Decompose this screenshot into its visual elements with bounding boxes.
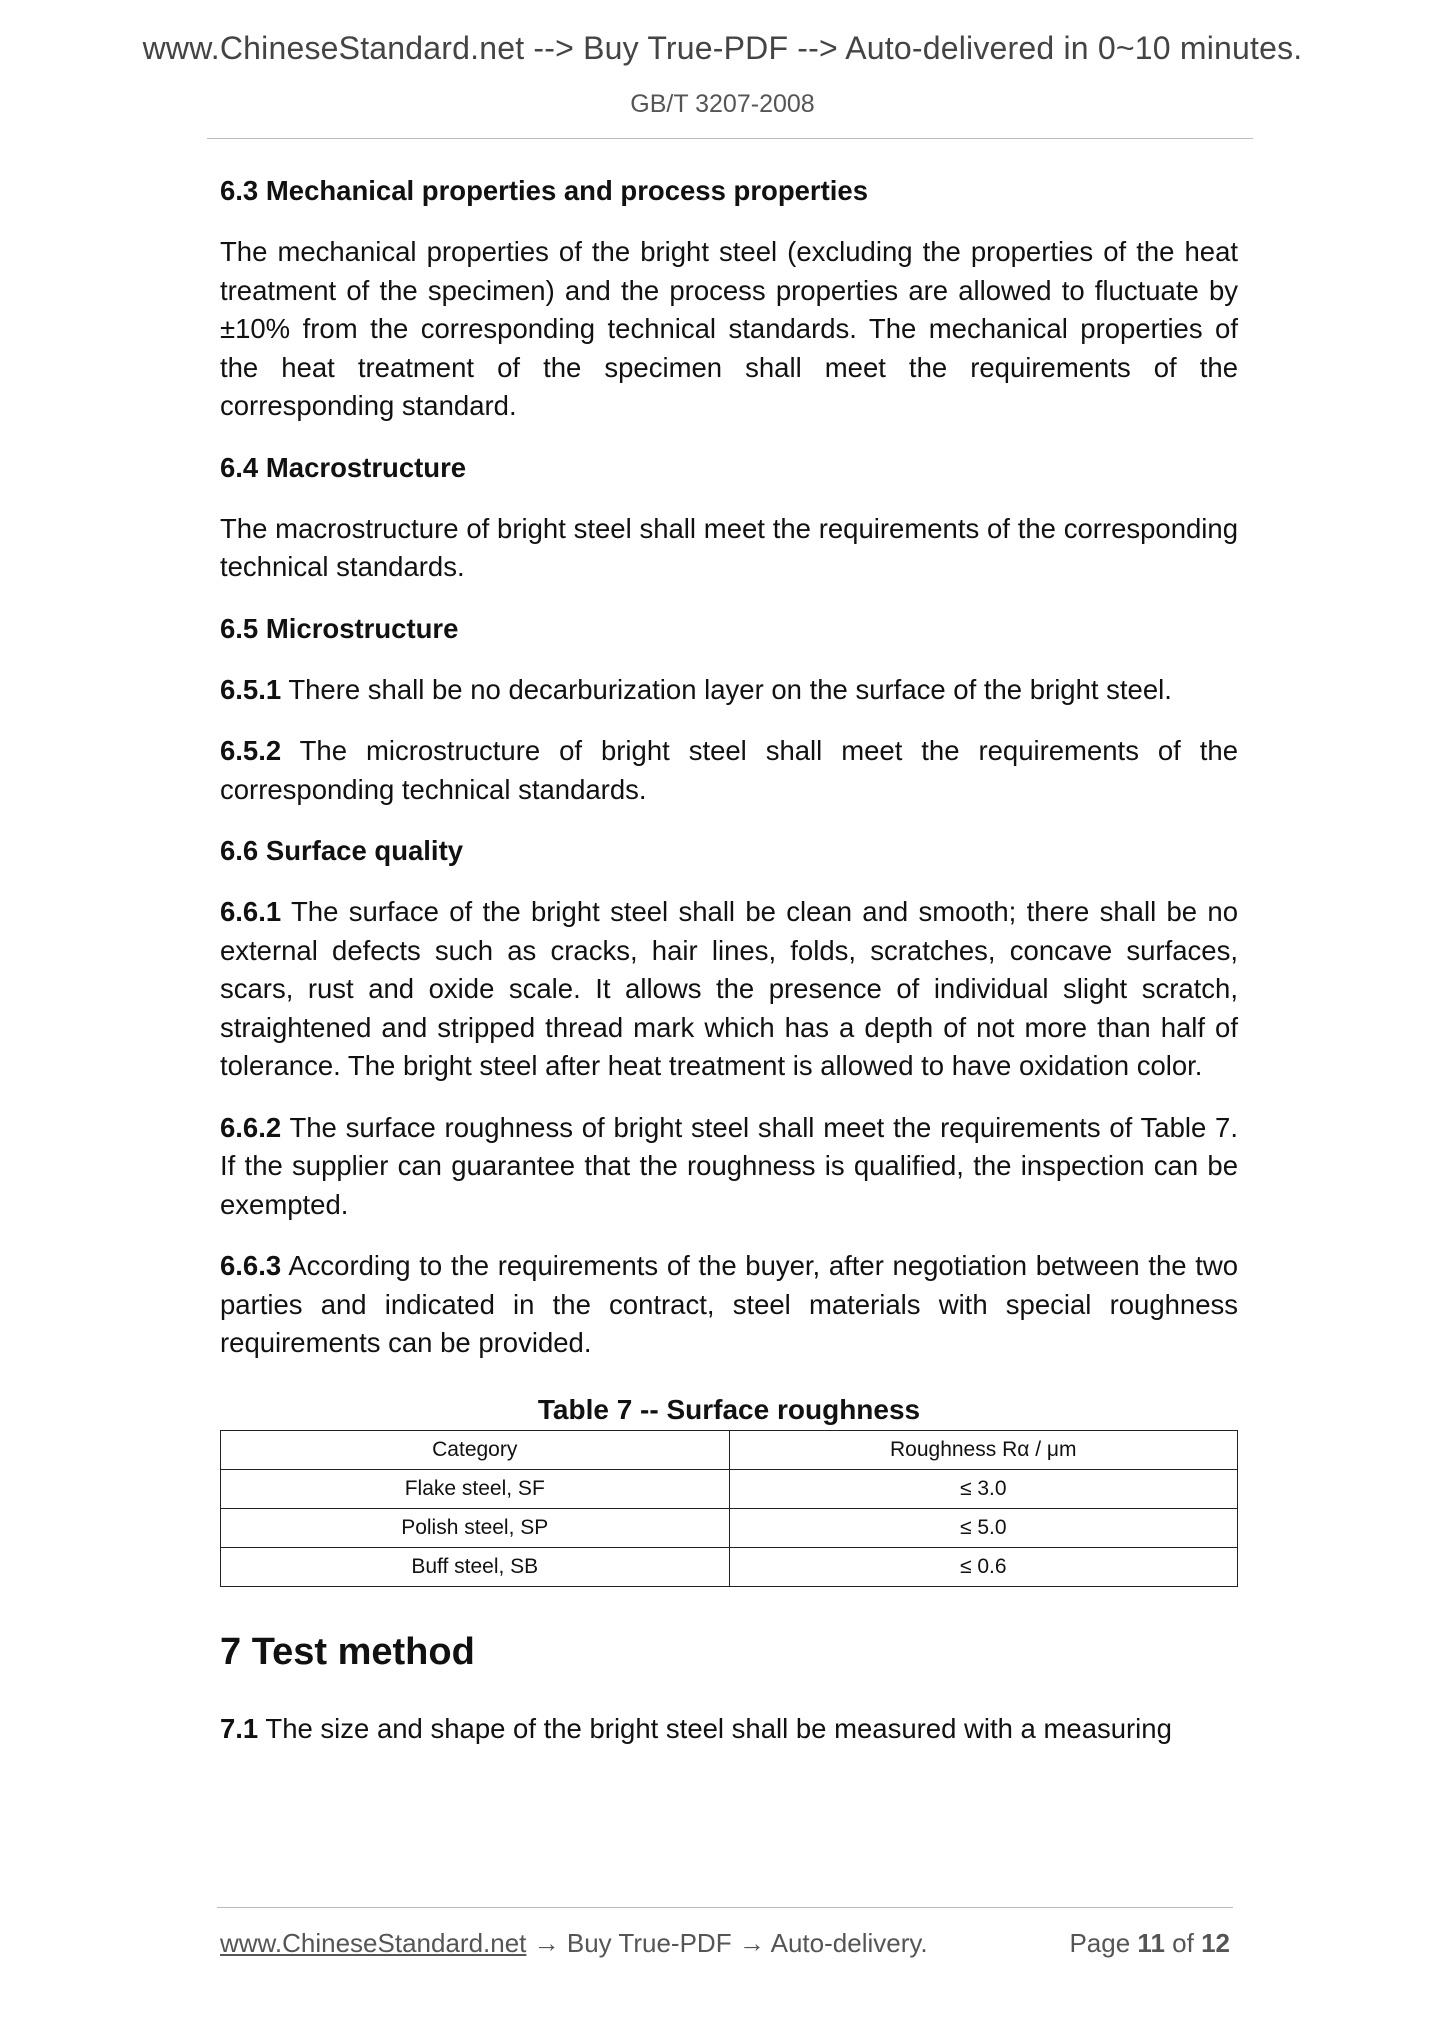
clause-text: The microstructure of bright steel shall meet the requirements of the corresponding technical standards. [220,735,1238,805]
clause-number: 6.5.1 [220,673,282,705]
clause-text: The surface of the bright steel shall be clean and smooth; there shall be no external defects such as cracks, hair lines, folds, scratches, concave surfaces, scars, rust and oxide scale. It allows the presence of individual slight scratch, straightened and stripped thread mark which has a depth of not more than half of tolerance. The bright steel after heat treatment is allowed to have oxidation color. [220,896,1238,1081]
column-header-category: Category [221,1430,730,1469]
paragraph-6-6-2 [220,1109,1238,1225]
header-divider [207,138,1253,139]
arrow-right-icon: → [533,1928,560,1958]
table-cell-roughness: ≤ 3.0 [729,1469,1238,1508]
arrow-right-icon: → [738,1928,765,1958]
heading-7: 7 Test method [220,1630,475,1673]
standard-id: GB/T 3207-2008 [630,90,815,118]
paragraph-6-5-2 [220,732,1238,809]
table-row [221,1469,1238,1508]
clause-number: 6.6.2 [220,1111,282,1143]
surface-roughness-table [220,1430,1238,1587]
table-cell-category: Polish steel, SP [221,1508,730,1547]
clause-text: The surface roughness of bright steel shall meet the requirements of Table 7. If the supplier can guarantee that the roughness is qualified, the inspection can be exempted. [220,1111,1238,1220]
heading-6-5: 6.5 Microstructure [220,612,459,644]
of-label: of [1172,1928,1194,1958]
page-total: 12 [1201,1928,1230,1958]
clause-text: There shall be no decarburization layer on the surface of the bright steel. [288,673,1172,705]
footer-delivery-text: Auto-delivery. [770,1928,928,1958]
table-row [221,1508,1238,1547]
table-7-title: Table 7 -- Surface roughness [537,1393,921,1425]
heading-6-3: 6.3 Mechanical properties and process properties [220,175,869,206]
clause-number: 6.5.2 [220,735,282,766]
footer-site-link[interactable]: www.ChineseStandard.net [220,1928,527,1958]
table-cell-roughness: ≤ 0.6 [729,1547,1238,1586]
paragraph-6-4: The macrostructure of bright steel shall meet the requirements of the corresponding technical standards. [220,512,1238,582]
table-header-row [221,1430,1238,1469]
clause-number: 6.6.1 [220,896,282,927]
paragraph-6-3: The mechanical properties of the bright steel (excluding the properties of the heat treatment of the specimen) and the process properties are allowed to fluctuate by ±10% from the corresponding technical standards. The mechanical properties of the heat treatment of the specimen shall meet the requirements of the corresponding standard. [220,236,1238,421]
paragraph-6-6-1 [220,893,1238,1086]
paragraph-6-6-3 [220,1247,1238,1363]
footer-buy-text: Buy True-PDF [566,1928,732,1958]
paragraph-6-5-1 [220,671,1238,710]
page-number: 11 [1137,1928,1165,1958]
page-footer [220,1928,1230,1959]
table-cell-category: Buff steel, SB [221,1547,730,1586]
clause-number: 7.1 [220,1712,259,1744]
table-row [221,1547,1238,1586]
page-content [220,172,1238,1748]
footer-divider [217,1907,1233,1908]
paragraph-7-1 [220,1710,1238,1749]
clause-text: The size and shape of the bright steel shall be measured with a measuring [265,1712,1172,1744]
heading-6-6: 6.6 Surface quality [220,835,464,866]
clause-text: According to the requirements of the buyer, after negotiation between the two parties and indicated in the contract, steel materials with special roughness requirements can be provided. [220,1250,1239,1358]
site-banner: www.ChineseStandard.net --> Buy True-PDF --> Auto-delivered in 0~10 minutes. [142,30,1303,66]
table-cell-roughness: ≤ 5.0 [729,1508,1238,1547]
heading-6-4: 6.4 Macrostructure [220,451,467,483]
column-header-roughness: Roughness Rα / μm [729,1430,1238,1469]
page-label: Page [1069,1928,1131,1958]
clause-number: 6.6.3 [220,1250,282,1281]
page-indicator [1069,1928,1230,1959]
table-cell-category: Flake steel, SF [221,1469,730,1508]
